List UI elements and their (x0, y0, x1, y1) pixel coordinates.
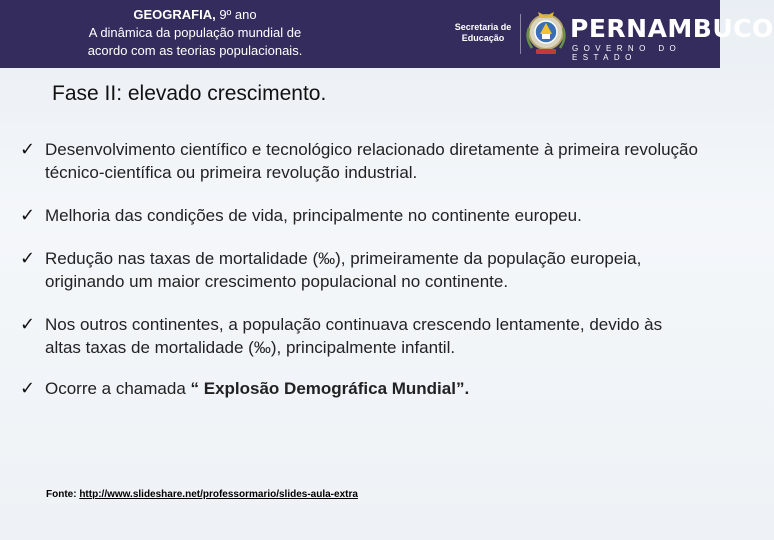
state-subtitle: GOVERNO DO ESTADO (572, 44, 682, 62)
check-icon: ✓ (20, 378, 36, 398)
section-title: Fase II: elevado crescimento. (52, 82, 327, 105)
header-subject (40, 6, 350, 24)
header-title (40, 6, 350, 60)
grade-label: 9º ano (215, 7, 257, 22)
secretaria-label: Secretaria de Educação (454, 22, 512, 43)
check-icon: ✓ (20, 139, 36, 159)
subject-name: GEOGRAFIA, (133, 7, 216, 22)
bullet-item: ✓ Nos outros continentes, a população continuava crescendo lentamente, devido às altas taxas de mortalidade (‰), principalmente infantil. (20, 314, 663, 357)
check-icon: ✓ (20, 314, 36, 334)
source-label: Fonte: (46, 489, 77, 500)
bullet-item: ✓ Ocorre a chamada “ Explosão Demográfica Mundial”. (20, 378, 470, 398)
bullet-item: ✓ Melhoria das condições de vida, principalmente no continente europeu. (20, 205, 582, 225)
state-name: PERNAMBUCO (570, 14, 774, 43)
logo-divider (520, 14, 521, 54)
government-logo (452, 8, 774, 62)
source-link[interactable]: http://www.slideshare.net/professormario/slides-aula-extra (79, 489, 358, 500)
bullet-item: ✓ Desenvolvimento científico e tecnológico relacionado diretamente à primeira revolução técnico-científica ou primeira revolução industrial. (20, 139, 698, 182)
bullet-list (20, 138, 700, 418)
bullet-item: ✓ Redução nas taxas de mortalidade (‰), primeiramente da população europeia, originando um maior crescimento populacional no continente. (20, 248, 642, 291)
check-icon: ✓ (20, 248, 36, 268)
header-banner (0, 0, 774, 68)
pernambuco-crest-icon (524, 8, 568, 58)
source-citation (46, 489, 358, 500)
header-line-3: acordo com as teorias populacionais. (87, 43, 303, 58)
emphasis-text: “ Explosão Demográfica Mundial”. (190, 379, 470, 398)
header-line-2: A dinâmica da população mundial de (88, 25, 302, 40)
check-icon: ✓ (20, 205, 36, 225)
